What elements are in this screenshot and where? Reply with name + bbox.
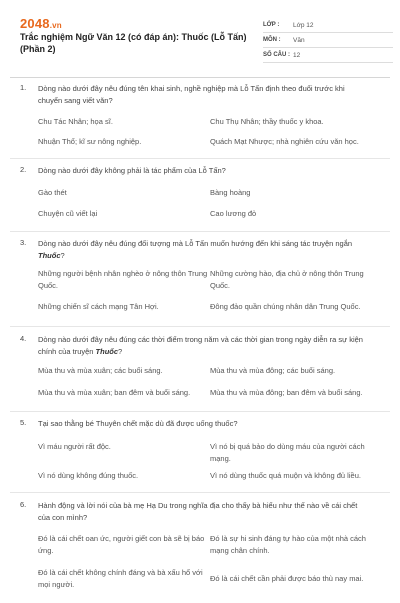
answer-option[interactable]: Đó là cái chết không chính đáng và bà xấu hổ với mọi người. [38, 568, 203, 589]
info-label: SỐ CÂU : [263, 52, 290, 58]
work-title: Thuốc [38, 251, 61, 260]
question-text: Dòng nào dưới đây nêu đúng tên khai sinh, nghề nghiệp mà Lỗ Tấn định theo đuổi trước khi chuyển sang viết văn? [38, 84, 345, 105]
info-row-count [263, 48, 393, 63]
work-title: Thuốc [95, 347, 119, 356]
info-row-subject [263, 33, 393, 48]
question-list [0, 78, 400, 603]
question-text-part: Dòng nào dưới đây nêu đúng đối tượng mà Lỗ Tấn muốn hướng đến khi sáng tác truyện ngắn [38, 239, 353, 248]
info-label: LỚP : [263, 22, 280, 28]
answer-option[interactable]: Đó là sự hi sinh đáng tự hào của một nhà cách mạng chân chính. [210, 534, 366, 555]
answer-option[interactable]: Vì nó dùng không đúng thuốc. [38, 471, 139, 480]
question-number: 5. [20, 418, 27, 427]
answer-option[interactable]: Mùa thu và mùa xuân; ban đêm và buổi sáng. [38, 388, 191, 397]
answer-option[interactable]: Những chiến sĩ cách mạng Tân Hợi. [38, 302, 159, 311]
info-value: Lớp 12 [293, 21, 314, 29]
question-4 [10, 327, 390, 412]
answer-option[interactable]: Nhuận Thổ; kĩ sư nông nghiệp. [38, 137, 142, 146]
answer-option[interactable]: Vì nó bị quá bảo do dùng máu của người cách mạng. [210, 442, 365, 463]
answer-option[interactable]: Bàng hoàng [210, 188, 251, 197]
question-number: 1. [20, 83, 27, 92]
info-label: MÔN : [263, 37, 281, 43]
answer-option[interactable]: Vì máu người rất độc. [38, 442, 111, 451]
question-number: 3. [20, 238, 27, 247]
question-number: 4. [20, 334, 27, 343]
document-header [10, 10, 390, 72]
answer-option[interactable]: Đó là cái chết cần phải được báo thù nay mai. [210, 574, 364, 583]
question-text-part: ? [60, 251, 65, 260]
info-value: Văn [293, 36, 305, 44]
logo-suffix: .vn [49, 21, 62, 30]
info-row-class [263, 18, 393, 33]
question-number: 6. [20, 500, 27, 509]
answer-option[interactable]: Chu Thụ Nhân; thầy thuốc y khoa. [210, 117, 324, 126]
question-6 [10, 493, 390, 603]
answer-option[interactable]: Vì nó dùng thuốc quá muộn và không đủ liều. [210, 471, 361, 480]
answer-option[interactable]: Mùa thu và mùa đông; các buổi sáng. [210, 366, 336, 375]
answer-option[interactable]: Những người bệnh nhân nghèo ở nông thôn Trung Quốc. [38, 269, 208, 290]
question-3 [10, 232, 390, 327]
question-text [38, 334, 368, 358]
answer-option[interactable]: Gào thét [38, 188, 67, 197]
question-text: Hành động và lời nói của bà mẹ Hạ Du trong nghĩa địa cho thấy bà hiểu như thế nào về cái chết của con mình? [38, 501, 358, 522]
answer-option[interactable]: Chu Tác Nhân; họa sĩ. [38, 117, 113, 126]
question-text [38, 238, 368, 262]
document-title: Trắc nghiệm Ngữ Văn 12 (có đáp án): Thuốc (Lỗ Tấn) (Phần 2) [20, 32, 247, 54]
answer-option[interactable]: Quách Mạt Nhược; nhà nghiên cứu văn học. [210, 137, 359, 146]
logo-main: 2048 [20, 16, 50, 31]
answer-option[interactable]: Đó là cái chết oan ức, người giết con bà sẽ bị báo ứng. [38, 534, 205, 555]
answer-option[interactable]: Những cường hào, địa chủ ở nông thôn Trung Quốc. [210, 269, 364, 290]
site-logo[interactable] [20, 16, 62, 31]
answer-option[interactable]: Mùa thu và mùa đông; ban đêm và buổi sáng. [210, 388, 363, 397]
question-1 [10, 78, 390, 159]
question-2 [10, 159, 390, 232]
question-number: 2. [20, 165, 27, 174]
answer-option[interactable]: Cao lương đỏ [210, 209, 257, 218]
question-text-part: ? [118, 347, 123, 356]
answer-option[interactable]: Đông đảo quần chúng nhân dân Trung Quốc. [210, 302, 361, 311]
question-text: Dòng nào dưới đây không phải là tác phẩm của Lỗ Tấn? [38, 166, 226, 175]
answer-option[interactable]: Mùa thu và mùa xuân; các buổi sáng. [38, 366, 163, 375]
info-value: 12 [293, 51, 301, 59]
question-5 [10, 412, 390, 493]
question-text-part: Dòng nào dưới đây nêu đúng các thời điểm trong năm và các thời gian trong ngày diễn ra sự kiện chính của truyện [38, 335, 363, 356]
answer-option[interactable]: Chuyện cũ viết lại [38, 209, 98, 218]
question-text: Tại sao thằng bé Thuyên chết mặc dù đã được uống thuốc? [38, 419, 238, 428]
info-panel [263, 18, 393, 63]
